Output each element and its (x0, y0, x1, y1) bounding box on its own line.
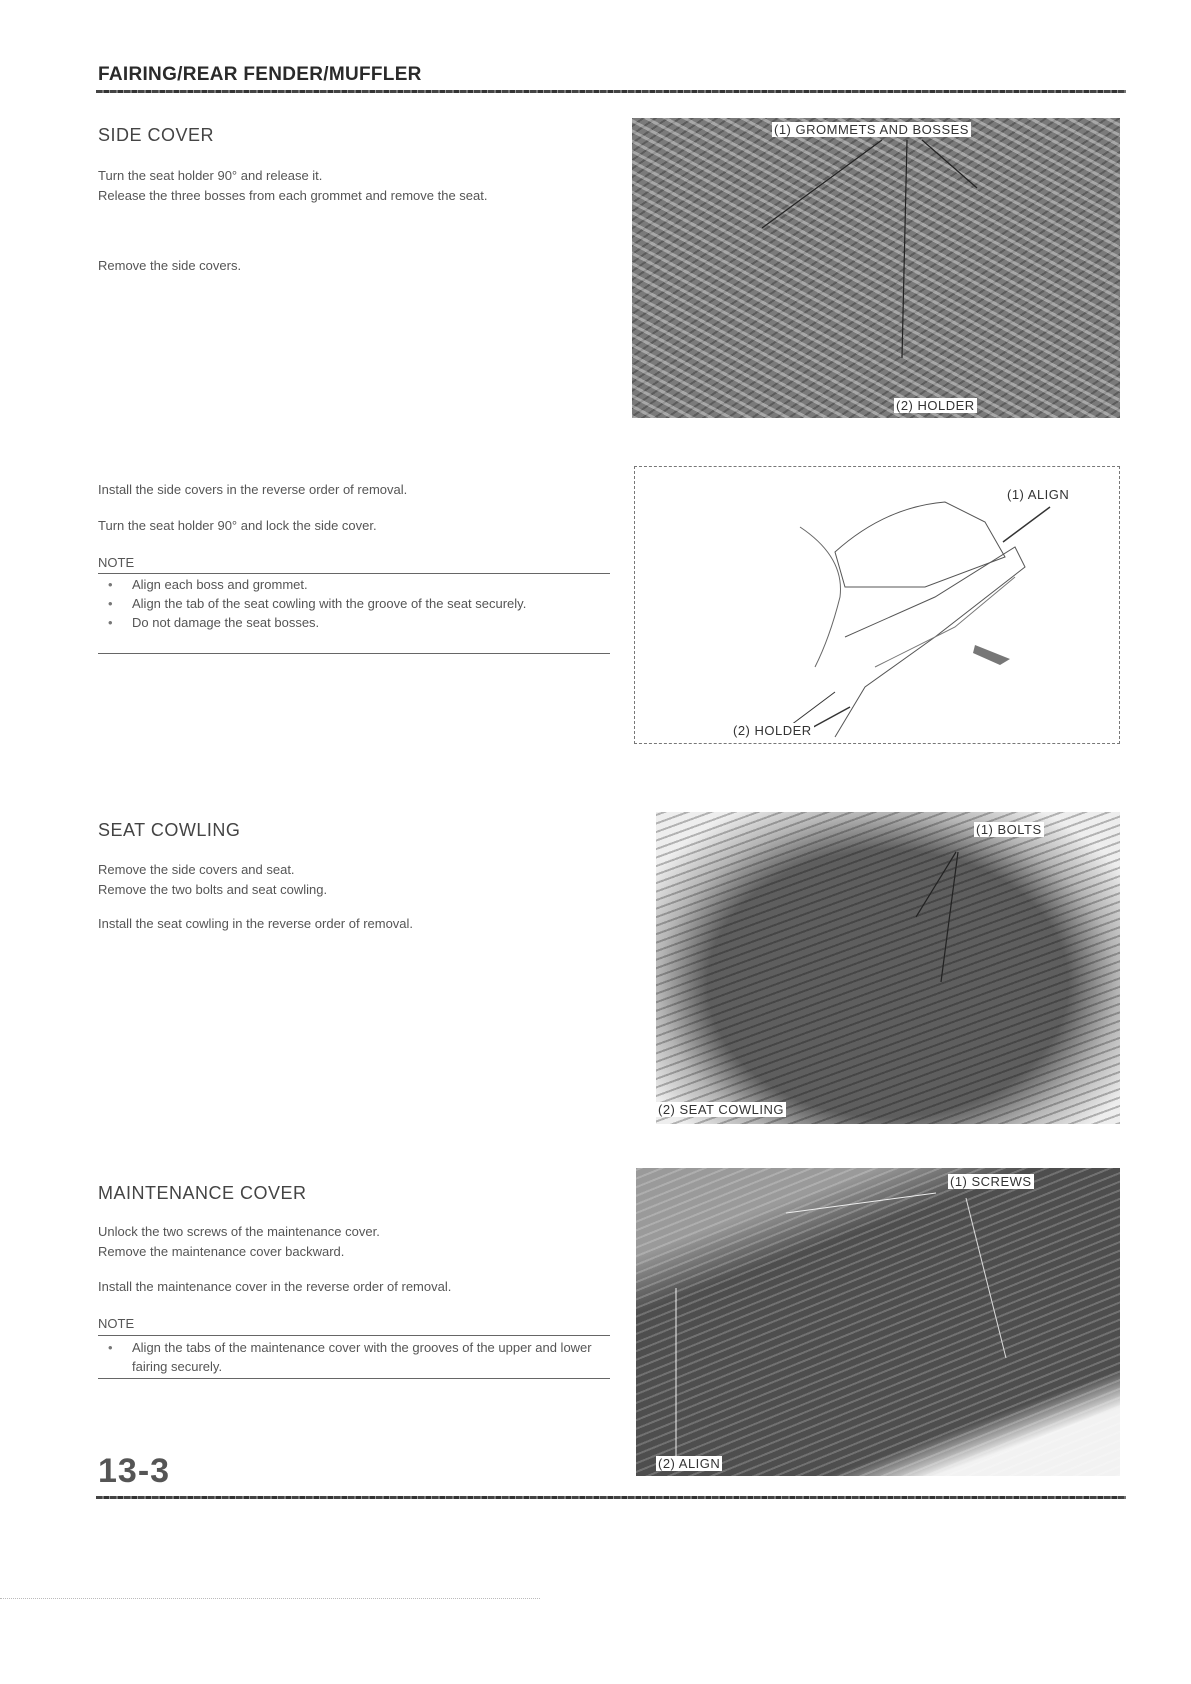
note-list (98, 1338, 610, 1376)
lock-text: Turn the seat holder 90° and lock the side cover. (98, 518, 377, 533)
note-top-rule (98, 1335, 610, 1336)
note-item: • Align the tabs of the maintenance cover with the grooves of the upper and lower fairing securely. (98, 1338, 610, 1376)
header-rule (96, 90, 1126, 93)
section-title-maintenance-cover: MAINTENANCE COVER (98, 1183, 307, 1203)
chapter-title: FAIRING/REAR FENDER/MUFFLER (98, 64, 422, 85)
footer-rule (96, 1496, 1126, 1499)
note-item: • Align the tab of the seat cowling with the groove of the seat securely. (98, 594, 610, 613)
step-text: Remove the two bolts and seat cowling. (98, 882, 328, 897)
step-text: Remove the maintenance cover backward. (98, 1244, 345, 1259)
figure-grommets-holder-photo (632, 118, 1120, 418)
leader-lines (636, 1168, 1120, 1476)
seat-cowling-steps (98, 860, 608, 900)
step-text: Remove the side covers and seat. (98, 862, 295, 877)
figure-screws-align-photo (636, 1168, 1120, 1476)
figure-label-holder: (2) HOLDER (896, 398, 975, 413)
page-number: 13-3 (98, 1452, 171, 1490)
install-text: Install the seat cowling in the reverse order of removal. (98, 916, 414, 931)
figure-label-align: (2) ALIGN (658, 1456, 721, 1471)
maintenance-cover-steps (98, 1222, 608, 1262)
figure-label-holder: (2) HOLDER (733, 723, 812, 738)
leader-lines (656, 812, 1120, 1124)
note-list (98, 575, 610, 632)
note-item: • Align each boss and grommet. (98, 575, 610, 594)
leader-lines (632, 118, 1120, 418)
note-bottom-rule (98, 653, 610, 654)
note-bottom-rule (98, 1378, 610, 1379)
figure-label-screws: (1) SCREWS (950, 1174, 1032, 1189)
section-title-side-cover: SIDE COVER (98, 125, 215, 145)
figure-bolts-seat-cowling-photo (656, 812, 1120, 1124)
figure-label-seat-cowling: (2) SEAT COWLING (658, 1102, 784, 1117)
figure-label-align: (1) ALIGN (1007, 487, 1070, 502)
section-title-seat-cowling: SEAT COWLING (98, 820, 241, 840)
step-text: Release the three bosses from each grommet and remove the seat. (98, 188, 488, 203)
note-title: NOTE (98, 1316, 135, 1331)
note-top-rule (98, 573, 610, 574)
figure-label-grommets-and-bosses: (1) GROMMETS AND BOSSES (774, 122, 969, 137)
figure-align-holder-drawing (634, 466, 1120, 744)
step-text: Unlock the two screws of the maintenance cover. (98, 1224, 380, 1239)
figure-label-bolts: (1) BOLTS (976, 822, 1042, 837)
side-cover-removal (98, 166, 608, 206)
step-text: Turn the seat holder 90° and release it. (98, 168, 323, 183)
install-text: Install the maintenance cover in the reverse order of removal. (98, 1279, 452, 1294)
note-item: • Do not damage the seat bosses. (98, 613, 610, 632)
step-text: Remove the side covers. (98, 258, 242, 273)
note-title: NOTE (98, 555, 135, 570)
scan-artifact (0, 1598, 540, 1600)
install-text: Install the side covers in the reverse order of removal. (98, 482, 408, 497)
seat-line-drawing (635, 467, 1120, 744)
